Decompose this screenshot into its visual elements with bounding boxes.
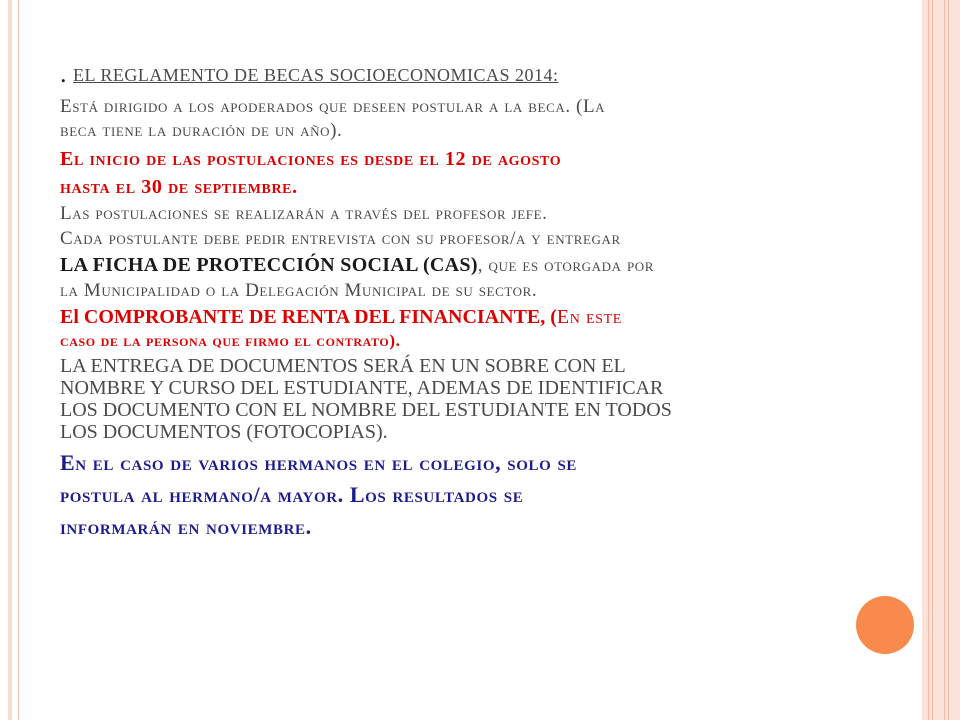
left-border-stripe: [8, 0, 12, 720]
text-line: informarán en noviembre.: [60, 514, 312, 539]
slide-content: [60, 60, 912, 539]
income-proof-note: En este: [556, 305, 622, 328]
left-border-decoration: [0, 0, 19, 720]
income-proof-label: El COMPROBANTE DE RENTA DEL FINANCIANTE, (: [60, 305, 557, 328]
bullet-dot: .: [60, 59, 67, 88]
text-line: En el caso de varios hermanos en el colegio, solo se: [60, 449, 578, 475]
text-line: NOMBRE Y CURSO DEL ESTUDIANTE, ADEMAS DE IDENTIFICAR: [60, 376, 664, 399]
text-line: LOS DOCUMENTOS (FOTOCOPIAS).: [60, 420, 388, 443]
cas-form-label: LA FICHA DE PROTECCIÓN SOCIAL (CAS): [60, 254, 478, 277]
right-stripe-line: [932, 0, 933, 720]
text-line: Está dirigido a los apoderados que deseen postular a la beca. (La: [60, 95, 606, 117]
slide-title: EL REGLAMENTO DE BECAS SOCIOECONOMICAS 2014:: [73, 65, 559, 85]
right-stripe-line: [928, 0, 929, 720]
text-line: Las postulaciones se realizarán a través del profesor jefe.: [60, 203, 548, 225]
text-line: la Municipalidad o la Delegación Municipal de su sector.: [60, 280, 538, 302]
paragraph-process: [60, 204, 912, 302]
text-line: El inicio de las postulaciones es desde el 12 de agosto: [60, 148, 562, 171]
orange-circle-decoration: [856, 596, 914, 654]
paragraph-target-audience: [60, 97, 912, 143]
right-stripe-line: [944, 0, 945, 720]
paragraph-application-dates: [60, 148, 912, 198]
text-line: LA ENTREGA DE DOCUMENTOS SERÁ EN UN SOBRE CON EL: [60, 354, 626, 377]
paragraph-document-delivery: [60, 355, 912, 443]
text-line: postula al hermano/a mayor. Los resultados se: [60, 481, 524, 507]
right-stripe-panel: [922, 0, 960, 720]
text-line: [60, 254, 912, 277]
text-line: caso de la persona que firmo el contrato).: [60, 330, 401, 350]
paragraph-siblings-results: [60, 451, 912, 540]
right-stripe-line: [948, 0, 949, 720]
text-line: beca tiene la duración de un año).: [60, 120, 343, 142]
cas-form-note: , que es otorgada por: [477, 255, 655, 277]
text-line: [60, 306, 912, 328]
slide-title-row: [60, 60, 912, 89]
text-line: LOS DOCUMENTO CON EL NOMBRE DEL ESTUDIANTE EN TODOS: [60, 398, 672, 421]
text-line: Cada postulante debe pedir entrevista con su profesor/a y entregar: [60, 228, 621, 250]
paragraph-income-proof: [60, 306, 912, 351]
text-line: hasta el 30 de septiembre.: [60, 176, 298, 199]
